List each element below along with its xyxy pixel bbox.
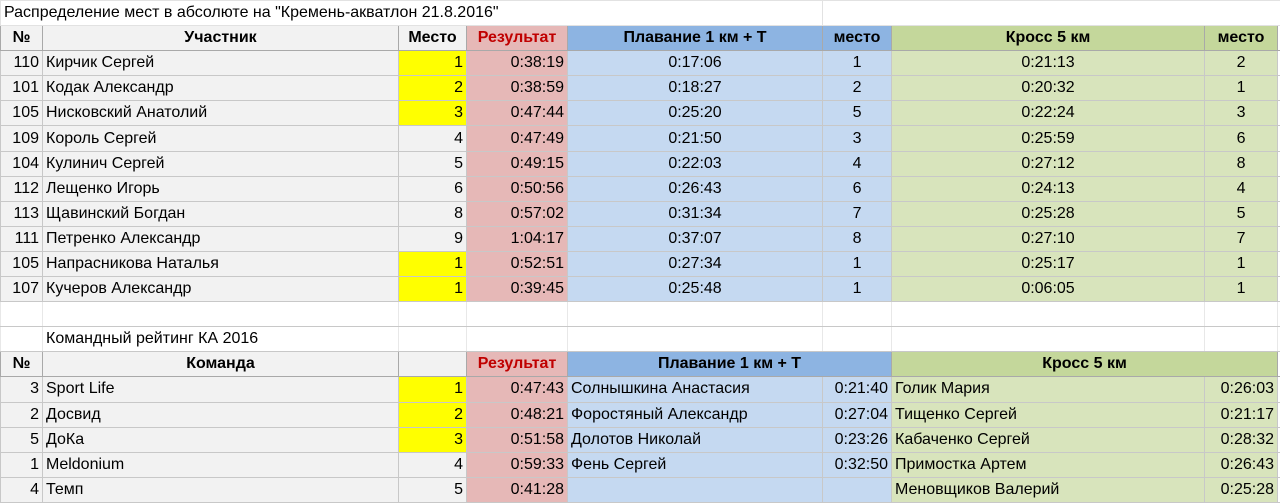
run-time[interactable]: 0:22:24 (892, 101, 1205, 126)
team-number[interactable]: 4 (1, 477, 43, 502)
place-cell[interactable]: 2 (399, 76, 467, 101)
team-number[interactable]: 1 (1, 452, 43, 477)
run-time[interactable]: 0:28:32 (1205, 427, 1278, 452)
table-row (1, 176, 1280, 201)
table-row (1, 51, 1280, 76)
swim-place[interactable]: 5 (823, 101, 892, 126)
place-cell[interactable]: 3 (399, 101, 467, 126)
bib-number[interactable]: 109 (1, 126, 43, 151)
run-time[interactable]: 0:06:05 (892, 277, 1205, 302)
title-row (1, 1, 1280, 26)
table-row (1, 151, 1280, 176)
run-time[interactable]: 0:26:43 (1205, 452, 1278, 477)
col-header-run[interactable]: Кросс 5 км (892, 352, 1278, 377)
empty-cell[interactable] (399, 352, 467, 377)
runner-name[interactable]: Меновщиков Валерий (892, 477, 1205, 502)
bib-number[interactable]: 111 (1, 226, 43, 251)
swim-time[interactable]: 0:25:48 (568, 277, 823, 302)
swim-time[interactable]: 0:25:20 (568, 101, 823, 126)
col-header-participant[interactable]: Участник (43, 26, 399, 51)
result-time[interactable]: 0:48:21 (467, 402, 568, 427)
place-cell[interactable]: 4 (399, 126, 467, 151)
blank-row (1, 302, 1280, 327)
empty-cell[interactable] (1, 302, 43, 327)
run-place[interactable]: 2 (1205, 51, 1278, 76)
run-place[interactable]: 5 (1205, 201, 1278, 226)
run-place[interactable]: 4 (1205, 176, 1278, 201)
empty-cell[interactable] (1, 327, 43, 352)
participant-name[interactable]: Щавинский Богдан (43, 201, 399, 226)
participant-name[interactable]: Кирчик Сергей (43, 51, 399, 76)
swimmer-name[interactable]: Форостяный Александр (568, 402, 823, 427)
result-time[interactable]: 0:57:02 (467, 201, 568, 226)
place-cell[interactable]: 1 (399, 377, 467, 402)
swim-place[interactable]: 6 (823, 176, 892, 201)
team-name[interactable]: Sport Life (43, 377, 399, 402)
result-time[interactable]: 0:41:28 (467, 477, 568, 502)
swim-time[interactable]: 0:18:27 (568, 76, 823, 101)
table-row (1, 126, 1280, 151)
run-time[interactable]: 0:24:13 (892, 176, 1205, 201)
run-place[interactable]: 6 (1205, 126, 1278, 151)
swim-time[interactable]: 0:27:34 (568, 251, 823, 276)
col-header-result[interactable]: Результат (467, 26, 568, 51)
swim-time[interactable]: 0:26:43 (568, 176, 823, 201)
place-cell[interactable]: 1 (399, 277, 467, 302)
col-header-team[interactable]: Команда (43, 352, 399, 377)
participant-name[interactable]: Кулинич Сергей (43, 151, 399, 176)
participant-name[interactable]: Кодак Александр (43, 76, 399, 101)
place-cell[interactable]: 1 (399, 51, 467, 76)
run-time[interactable]: 0:21:13 (892, 51, 1205, 76)
swimmer-name[interactable]: Солнышкина Анастасия (568, 377, 823, 402)
run-time[interactable]: 0:25:17 (892, 251, 1205, 276)
swim-place[interactable]: 1 (823, 251, 892, 276)
swim-time[interactable]: 0:32:50 (823, 452, 892, 477)
place-cell[interactable]: 9 (399, 226, 467, 251)
team-name[interactable]: Досвид (43, 402, 399, 427)
run-time[interactable]: 0:27:10 (892, 226, 1205, 251)
team-number[interactable]: 2 (1, 402, 43, 427)
col-header-run[interactable]: Кросс 5 км (892, 26, 1205, 51)
bib-number[interactable]: 107 (1, 277, 43, 302)
swim-time[interactable] (823, 477, 892, 502)
col-header-swim[interactable]: Плавание 1 км + Т (568, 352, 892, 377)
bib-number[interactable]: 104 (1, 151, 43, 176)
run-time[interactable]: 0:26:03 (1205, 377, 1278, 402)
col-header-result[interactable]: Результат (467, 352, 568, 377)
table-row (1, 402, 1280, 427)
runner-name[interactable]: Кабаченко Сергей (892, 427, 1205, 452)
table-row (1, 427, 1280, 452)
team-number[interactable]: 5 (1, 427, 43, 452)
col-header-run-place[interactable]: место (1205, 26, 1278, 51)
result-time[interactable]: 0:38:19 (467, 51, 568, 76)
result-time[interactable]: 0:52:51 (467, 251, 568, 276)
swim-place[interactable]: 3 (823, 126, 892, 151)
participant-name[interactable]: Нисковский Анатолий (43, 101, 399, 126)
empty-cell[interactable] (568, 302, 823, 327)
result-time[interactable]: 0:51:58 (467, 427, 568, 452)
team-title-row (1, 327, 1280, 352)
participant-name[interactable]: Напрасникова Наталья (43, 251, 399, 276)
run-time[interactable]: 0:27:12 (892, 151, 1205, 176)
team-name[interactable]: ДоКа (43, 427, 399, 452)
table-row (1, 452, 1280, 477)
table-row (1, 226, 1280, 251)
empty-cell[interactable] (399, 302, 467, 327)
swim-place[interactable]: 1 (823, 277, 892, 302)
individual-header-row (1, 26, 1280, 51)
place-cell[interactable]: 1 (399, 251, 467, 276)
swim-place[interactable]: 2 (823, 76, 892, 101)
empty-cell[interactable] (1205, 327, 1278, 352)
participant-name[interactable]: Лещенко Игорь (43, 176, 399, 201)
empty-cell[interactable] (823, 1, 1280, 26)
run-place[interactable]: 1 (1205, 76, 1278, 101)
empty-cell[interactable] (43, 302, 399, 327)
swim-place[interactable]: 7 (823, 201, 892, 226)
result-time[interactable]: 0:59:33 (467, 452, 568, 477)
table-row (1, 101, 1280, 126)
empty-cell[interactable] (823, 327, 892, 352)
col-header-num[interactable]: № (1, 352, 43, 377)
empty-cell[interactable] (823, 302, 892, 327)
empty-cell[interactable] (1205, 302, 1278, 327)
swim-place[interactable]: 8 (823, 226, 892, 251)
place-cell[interactable]: 4 (399, 452, 467, 477)
run-time[interactable]: 0:20:32 (892, 76, 1205, 101)
bib-number[interactable]: 101 (1, 76, 43, 101)
place-cell[interactable]: 2 (399, 402, 467, 427)
bib-number[interactable]: 105 (1, 101, 43, 126)
col-header-swim[interactable]: Плавание 1 км + Т (568, 26, 823, 51)
runner-name[interactable]: Голик Мария (892, 377, 1205, 402)
place-cell[interactable]: 6 (399, 176, 467, 201)
page-title: Распределение мест в абсолюте на "Кремень-акватлон 21.8.2016" (1, 1, 823, 26)
run-place[interactable]: 1 (1205, 251, 1278, 276)
col-header-place[interactable]: Место (399, 26, 467, 51)
result-time[interactable]: 1:04:17 (467, 226, 568, 251)
participant-name[interactable]: Кучеров Александр (43, 277, 399, 302)
empty-cell[interactable] (399, 327, 467, 352)
swim-time[interactable]: 0:21:40 (823, 377, 892, 402)
team-section-title: Командный рейтинг КА 2016 (43, 327, 399, 352)
col-header-num[interactable]: № (1, 26, 43, 51)
empty-cell[interactable] (467, 327, 568, 352)
run-time[interactable]: 0:25:28 (892, 201, 1205, 226)
bib-number[interactable]: 105 (1, 251, 43, 276)
bib-number[interactable]: 113 (1, 201, 43, 226)
team-header-row (1, 352, 1280, 377)
swimmer-name[interactable]: Долотов Николай (568, 427, 823, 452)
participant-name[interactable]: Петренко Александр (43, 226, 399, 251)
table-row (1, 477, 1280, 502)
table-row (1, 251, 1280, 276)
table-row (1, 277, 1280, 302)
col-header-swim-place[interactable]: место (823, 26, 892, 51)
swim-time[interactable]: 0:21:50 (568, 126, 823, 151)
empty-cell[interactable] (467, 302, 568, 327)
run-time[interactable]: 0:25:59 (892, 126, 1205, 151)
result-time[interactable]: 0:50:56 (467, 176, 568, 201)
run-time[interactable]: 0:25:28 (1205, 477, 1278, 502)
swim-place[interactable]: 1 (823, 51, 892, 76)
result-time[interactable]: 0:39:45 (467, 277, 568, 302)
table-row (1, 76, 1280, 101)
run-place[interactable]: 8 (1205, 151, 1278, 176)
result-time[interactable]: 0:47:49 (467, 126, 568, 151)
run-time[interactable]: 0:21:17 (1205, 402, 1278, 427)
runner-name[interactable]: Примостка Артем (892, 452, 1205, 477)
swim-time[interactable]: 0:31:34 (568, 201, 823, 226)
team-name[interactable]: Meldonium (43, 452, 399, 477)
swimmer-name[interactable]: Фень Сергей (568, 452, 823, 477)
bib-number[interactable]: 112 (1, 176, 43, 201)
table-row (1, 377, 1280, 402)
bib-number[interactable]: 110 (1, 51, 43, 76)
team-name[interactable]: Темп (43, 477, 399, 502)
run-place[interactable]: 1 (1205, 277, 1278, 302)
place-cell[interactable]: 5 (399, 151, 467, 176)
participant-name[interactable]: Король Сергей (43, 126, 399, 151)
place-cell[interactable]: 5 (399, 477, 467, 502)
empty-cell[interactable] (568, 327, 823, 352)
run-place[interactable]: 3 (1205, 101, 1278, 126)
swim-time[interactable]: 0:22:03 (568, 151, 823, 176)
result-time[interactable]: 0:38:59 (467, 76, 568, 101)
result-time[interactable]: 0:47:43 (467, 377, 568, 402)
empty-cell[interactable] (892, 302, 1205, 327)
place-cell[interactable]: 8 (399, 201, 467, 226)
empty-cell[interactable] (892, 327, 1205, 352)
swim-time[interactable]: 0:17:06 (568, 51, 823, 76)
runner-name[interactable]: Тищенко Сергей (892, 402, 1205, 427)
team-number[interactable]: 3 (1, 377, 43, 402)
place-cell[interactable]: 3 (399, 427, 467, 452)
run-place[interactable]: 7 (1205, 226, 1278, 251)
swim-time[interactable]: 0:27:04 (823, 402, 892, 427)
swimmer-name[interactable] (568, 477, 823, 502)
result-time[interactable]: 0:49:15 (467, 151, 568, 176)
swim-time[interactable]: 0:37:07 (568, 226, 823, 251)
table-row (1, 201, 1280, 226)
swim-place[interactable]: 4 (823, 151, 892, 176)
swim-time[interactable]: 0:23:26 (823, 427, 892, 452)
result-time[interactable]: 0:47:44 (467, 101, 568, 126)
